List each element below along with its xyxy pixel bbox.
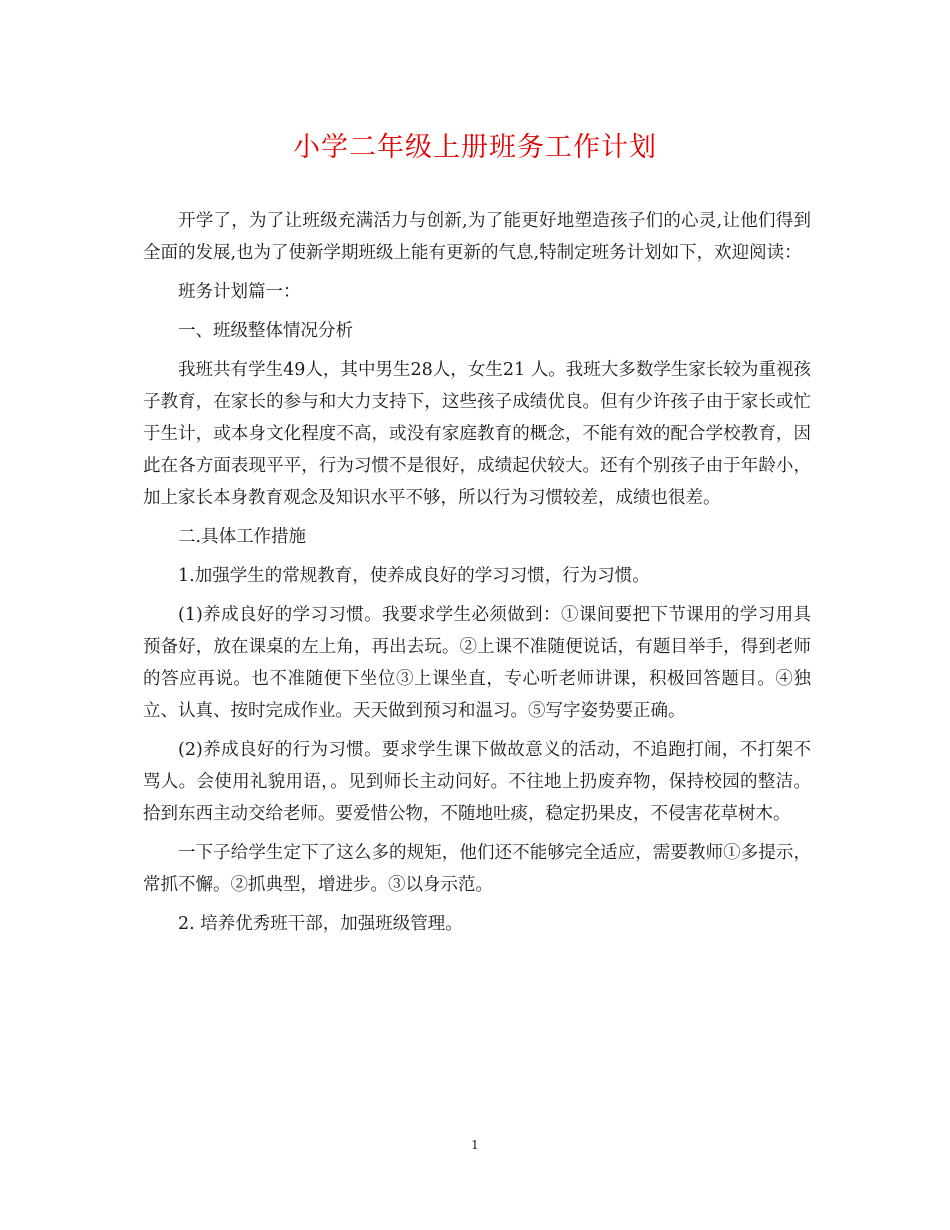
section-heading: 二.具体工作措施: [178, 527, 307, 547]
document-body: [143, 205, 811, 947]
document-title: 小学二年级上册班务工作计划: [293, 132, 657, 163]
body-paragraph: (1)养成良好的学习习惯。我要求学生必须做到：①课间要把下节课用的学习用具预备好，放在课桌的左上角，再出去玩。②上课不准随便说话，有题目举手，得到老师的答应再说。也不准随便下坐位③上课坐直，专心听老师讲课，积极回答题目。④独立、认真、按时完成作业。天天做到预习和温习。⑤写字姿势要正确。: [143, 605, 811, 721]
section-heading: 班务计划篇一：: [178, 282, 301, 302]
body-paragraph: 1.加强学生的常规教育，使养成良好的学习习惯，行为习惯。: [178, 566, 650, 586]
page-number: 1: [471, 1138, 479, 1152]
body-paragraph: 一下子给学生定下了这么多的规矩，他们还不能够完全适应，需要教师①多提示，常抓不懈。②抓典型，增进步。③以身示范。: [143, 843, 811, 895]
body-paragraph: 我班共有学生49人，其中男生28人，女生21 人。我班大多数学生家长较为重视孩子教育，在家长的参与和大力支持下，这些孩子成绩优良。但有少许孩子由于家长或忙于生计，或本身文化程度不高，或没有家庭教育的概念，不能有效的配合学校教育，因此在各方面表现平平，行为习惯不是很好，成绩起伏较大。还有个别孩子由于年龄小，加上家长本身教育观念及知识水平不够，所以行为习惯较差，成绩也很差。: [143, 360, 811, 508]
body-paragraph: (2)养成良好的行为习惯。要求学生课下做故意义的活动，不追跑打闹，不打架不骂人。会使用礼貌用语，。见到师长主动问好。不往地上扔废弃物，保持校园的整洁。拾到东西主动交给老师。要爱惜公物，不随地吐痰，稳定扔果皮，不侵害花草树木。: [143, 740, 811, 824]
intro-paragraph: 开学了，为了让班级充满活力与创新,为了能更好地塑造孩子们的心灵,让他们得到全面的发展,也为了使新学期班级上能有更新的气息,特制定班务计划如下，欢迎阅读：: [143, 211, 811, 263]
section-heading: 一、班级整体情况分析: [178, 321, 353, 341]
body-paragraph: 2. 培养优秀班干部，加强班级管理。: [178, 914, 463, 934]
